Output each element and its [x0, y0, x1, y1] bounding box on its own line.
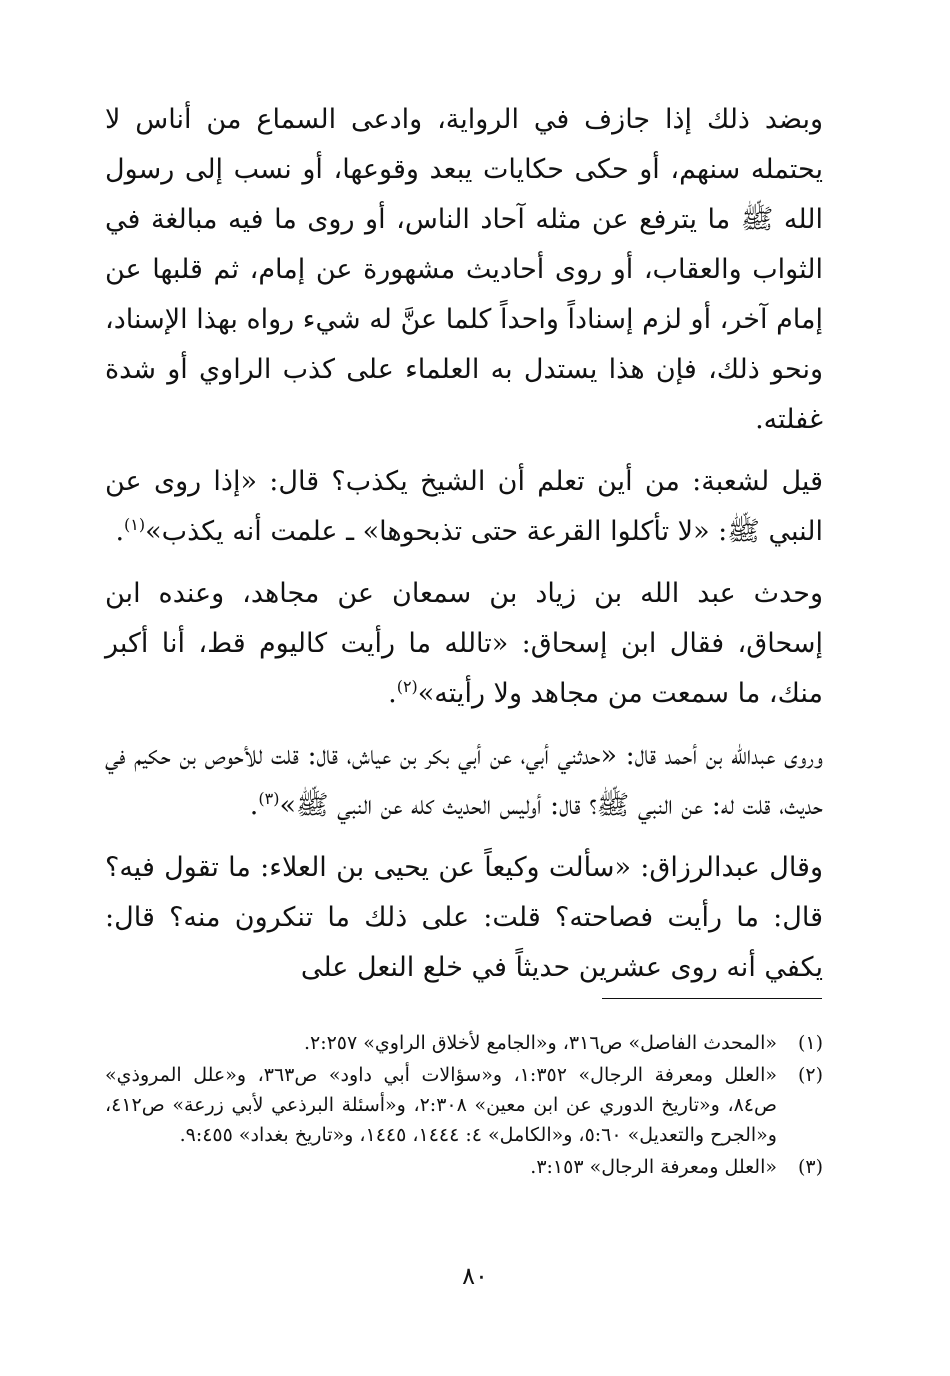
paragraph-4	[105, 731, 823, 831]
paragraph-4-tail: .	[249, 790, 259, 821]
footnote-divider	[602, 998, 822, 999]
footnote-1-number: (١)	[797, 1032, 823, 1054]
paragraph-1-text: وبضد ذلك إذا جازف في الرواية، وادعى السماع من أناس لا يحتمله سنهم، أو حكى حكايات يبعد وقوعها، أو نسب إلى رسول الله ﷺ ما يترفع عن مثله آحاد الناس، أو روى ما فيه مبالغة في الثواب والعقاب، أو روى أحاديث مشهورة عن إمام، ثم قلبها عن إمام آخر، أو لزم إسناداً واحداً كلما عنَّ له شيء رواه بهذا الإسناد، ونحو ذلك، فإن هذا يستدل به العلماء على كذب الراوي أو شدة غفلته.	[105, 104, 823, 435]
footnote-2-number: (٢)	[797, 1064, 823, 1086]
footnote-2	[105, 1060, 823, 1150]
paragraph-5-text: وقال عبدالرزاق: «سألت وكيعاً عن يحيى بن العلاء: ما تقول فيه؟ قال: ما رأيت فصاحته؟ قلت: على ذلك ما تنكرون منه؟ قال: يكفي أنه روى عشرين حديثاً في خلع النعل على	[105, 852, 823, 983]
footnote-ref-1[interactable]: (١)	[124, 515, 146, 534]
paragraph-3	[105, 569, 823, 719]
footnote-3-number: (٣)	[797, 1156, 823, 1178]
paragraph-5	[105, 843, 823, 993]
paragraph-3-tail: .	[388, 678, 397, 709]
footnotes	[105, 1028, 823, 1184]
footnote-ref-2[interactable]: (٢)	[396, 677, 418, 696]
footnote-1	[105, 1028, 823, 1058]
footnote-3	[105, 1152, 823, 1182]
paragraph-1	[105, 95, 823, 445]
main-text	[105, 95, 823, 1005]
footnote-2-text: «العلل ومعرفة الرجال» ١:٣٥٢، و«سؤالات أبي داود» ص٣٦٣، و«علل المروذي» ص٨٤، و«تاريخ الدوري عن ابن معين» ٢:٣٠٨، و«أسئلة البرذعي لأبي زرعة» ص٤١٢، و«الجرح والتعديل» ٥:٦٠، و«الكامل» ٤: ١٤٤٤، ١٤٤٥، و«تاريخ بغداد» ٩:٤٥٥.	[105, 1064, 777, 1146]
paragraph-2	[105, 457, 823, 557]
footnote-ref-3[interactable]: (٣)	[258, 789, 280, 808]
paragraph-3-text: وحدث عبد الله بن زياد بن سمعان عن مجاهد، وعنده ابن إسحاق، فقال ابن إسحاق: «تالله ما رأيت كاليوم قط، أنا أكبر منك، ما سمعت من مجاهد ولا رأيته»	[105, 578, 823, 709]
footnote-3-text: «العلل ومعرفة الرجال» ٣:١٥٣.	[530, 1156, 777, 1178]
paragraph-4-text: وروى عبدالله بن أحمد قال: «حدثني أبي، عن أبي بكر بن عياش، قال: قلت للأحوص بن حكيم في حديث، قلت له: عن النبي ﷺ؟ قال: أوليس الحديث كله عن النبي ﷺ»	[105, 740, 823, 821]
paragraph-2-text: قيل لشعبة: من أين تعلم أن الشيخ يكذب؟ قال: «إذا روى عن النبي ﷺ: «لا تأكلوا القرعة حتى تذبحوها» ـ علمت أنه يكذب»	[105, 466, 823, 547]
paragraph-2-tail: .	[115, 516, 125, 547]
page-number: ٨٠	[462, 1262, 488, 1290]
footnote-1-text: «المحدث الفاصل» ص٣١٦، و«الجامع لأخلاق الراوي» ٢:٢٥٧.	[303, 1032, 777, 1054]
